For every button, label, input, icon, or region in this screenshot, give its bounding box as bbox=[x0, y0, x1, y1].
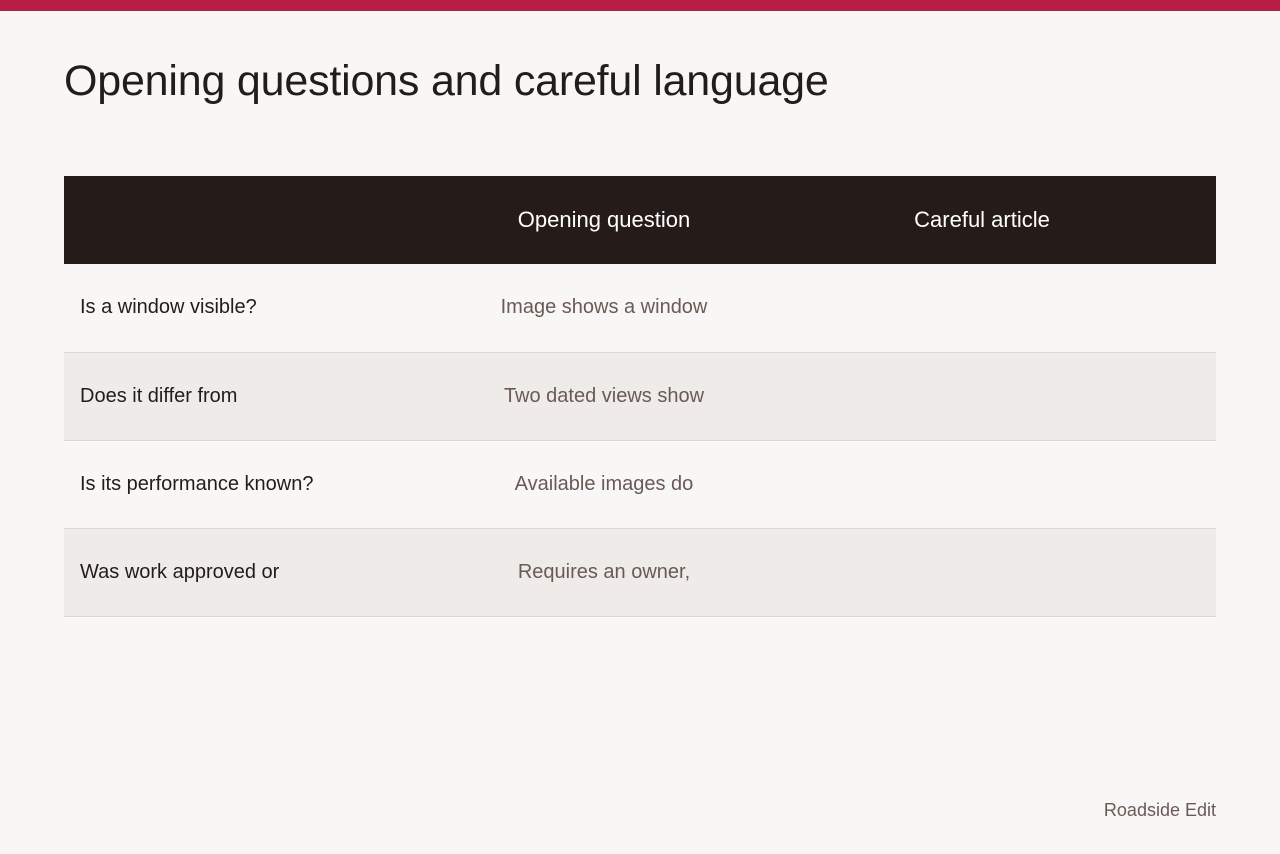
column-header-opening-question: Opening question bbox=[517, 207, 691, 232]
comparison-table-container bbox=[64, 176, 1216, 617]
table-header-row bbox=[64, 176, 1216, 264]
row-opening-question: Requires an owner, bbox=[517, 560, 691, 583]
row-question: Is a window visible? bbox=[80, 296, 257, 319]
row-opening-question: Available images do bbox=[514, 472, 694, 495]
row-question: Is its performance known? bbox=[80, 472, 314, 495]
row-careful-article bbox=[748, 440, 1216, 528]
column-header-question bbox=[64, 176, 460, 264]
table-row bbox=[64, 352, 1216, 440]
row-careful-article bbox=[748, 528, 1216, 616]
row-opening-question: Image shows a window bbox=[500, 296, 708, 319]
brand-label: Roadside Edit bbox=[1103, 800, 1216, 820]
row-question: Does it differ from bbox=[80, 384, 238, 407]
comparison-table bbox=[64, 176, 1216, 617]
page-title: Opening questions and careful language bbox=[64, 57, 829, 105]
accent-bar bbox=[0, 0, 1280, 11]
row-opening-question: Two dated views show bbox=[503, 384, 705, 407]
table-row bbox=[64, 440, 1216, 528]
row-question: Was work approved or bbox=[80, 560, 280, 583]
table-row bbox=[64, 528, 1216, 616]
row-careful-article bbox=[748, 264, 1216, 352]
row-careful-article bbox=[748, 352, 1216, 440]
table-row bbox=[64, 264, 1216, 352]
column-header-careful-article: Careful article bbox=[914, 207, 1050, 232]
